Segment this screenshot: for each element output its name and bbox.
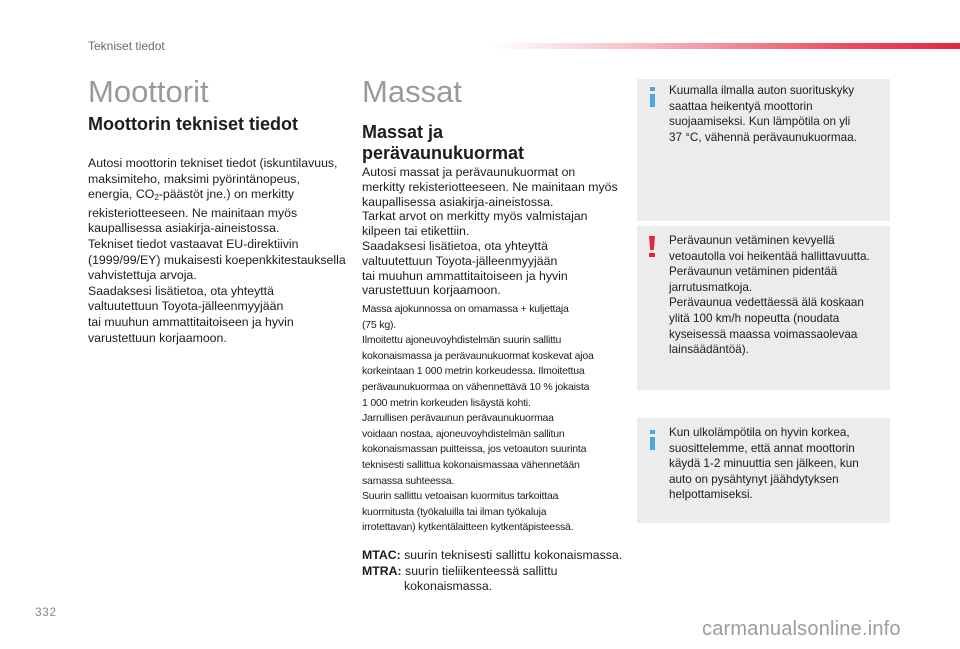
- info-box-cooldown: Kun ulkolämpötila on hyvin korkea, suosittelemme, että annat moottorin käydä 1-2 minuuttia sen jälkeen, kun auto on pysähtynyt jäähdytyksen helpottamiseksi.: [637, 418, 890, 523]
- masses-paragraph: Autosi massat ja perävaunukuormat on merkitty rekisteriotteeseen. Ne mainitaan myös kaupallisessa asiakirja-aineistossa. Tarkat arvot on merkitty myös valmistajan kilpeen tai etikettiin. Saadaksesi lisätietoa, ota yhteyttä valtuutettuun Toyota-jälleenmyyjään tai muuhun ammattitaitoiseen ja hyvin varustettuun korjaamoon.: [362, 165, 618, 298]
- info-box-hot-weather: Kuumalla ilmalla auton suorituskyky saattaa heikentyä moottorin suojaamiseksi. Kun lämpötila on yli 37 °C, vähennä perävaunukuormaa.: [637, 79, 890, 221]
- page-title-engines: Moottorit: [88, 74, 209, 109]
- warning-icon: [649, 236, 655, 257]
- mtac-definition: MTAC: suurin teknisesti sallittu kokonaismassa.: [362, 548, 623, 562]
- warning-box-towing: Perävaunun vetäminen kevyellä vetoautolla voi heikentää hallittavuutta. Perävaunun vetäminen pidentää jarrutusmatkoja. Perävaunua vedettäessä älä koskaan ylitä 100 km/h nopeutta (noudata kyseisessä maassa voimassaolevaa lainsäädäntöä).: [637, 226, 890, 390]
- section-title: Tekniset tiedot: [88, 39, 165, 53]
- page-title-masses: Massat: [362, 74, 462, 109]
- header-accent-bar: [492, 43, 960, 49]
- page-number: 332: [35, 605, 57, 619]
- info-icon: [650, 87, 655, 107]
- mtra-definition: MTRA: suurin tieliikenteessä sallittu: [362, 563, 558, 578]
- watermark: carmanualsonline.info: [702, 618, 901, 640]
- masses-details: Massa ajokunnossa on omamassa + kuljettaja (75 kg). Ilmoitettu ajoneuvoyhdistelmän suurin sallittu kokonaismassa ja perävaunukuormat koskevat ajoa korkeintaan 1 000 metrin korkeudessa. Ilmoitettua perävaunukuormaa on vähennettävä 10 % jokaista 1 000 metrin korkeuden lisäystä kohti. Jarrullisen perävaunun perävaunukuormaa voidaan nostaa, ajoneuvoyhdistelmän sallitun kokonaismassan puitteissa, jos vetoauton suurinta teknisesti sallittua kokonaismassaa vähennetään samassa suhteessa. Suurin sallittu vetoaisan kuormitus tarkoittaa kuormitusta (työkaluilla tai ilman työkaluja irrotettavan) kytkentälaitteen kytkentäpisteessä.: [362, 303, 594, 534]
- engine-specs-paragraph: Autosi moottorin tekniset tiedot (iskuntilavuus, maksimiteho, maksimi pyörintänopeus, energia, $CO_2$-päästöt jne.) on merkitty rekisteriotteeseen. Ne mainitaan myös kaupallisessa asiakirja-aineistossa. Tekniset tiedot vastaavat EU-direktiivin (1999/99/EY) mukaisesti koepenkkitestauksella vahvistettuja arvoja. Saadaksesi lisätietoa, ota yhteyttä valtuutettuun Toyota-jälleenmyyjään tai muuhun ammattitaitoiseen ja hyvin varustettuun korjaamoon.: [88, 156, 346, 345]
- mass-definitions: MTAC: suurin teknisesti sallittu kokonaismassa. MTRA: suurin tieliikenteessä sallittu kokonaismassa.: [362, 548, 632, 595]
- masses-heading: Massat ja perävaunukuormat: [362, 122, 525, 163]
- engine-specs-heading: Moottorin tekniset tiedot: [88, 114, 298, 134]
- info-icon: [650, 430, 655, 450]
